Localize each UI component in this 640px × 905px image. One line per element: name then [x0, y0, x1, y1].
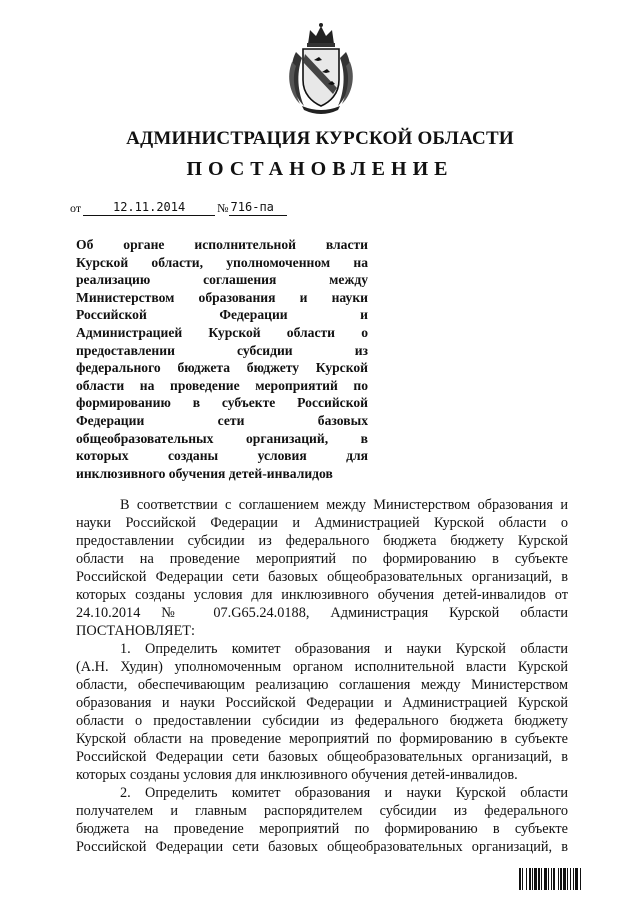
document-number: 716-па — [229, 200, 287, 216]
body-line: Российской Федерации сети базовых общеобразовательных организаций, в — [76, 749, 568, 765]
subject-line: инклюзивного обучения детей-инвалидов — [76, 465, 333, 481]
subject-line: Министерством образования и науки — [76, 289, 368, 305]
subject-line: Администрацией Курской области о — [76, 324, 368, 340]
document-date: 12.11.2014 — [83, 200, 215, 216]
barcode-icon — [518, 868, 620, 890]
body-line: Российской Федерации сети базовых общеобразовательных организаций, в — [76, 569, 568, 585]
body-line: предоставлении субсидии из федерального бюджета бюджету Курской — [76, 533, 568, 549]
date-number-line — [70, 200, 287, 216]
body-line: образования и науки Российской Федерации и Администрацией Курской — [76, 695, 568, 711]
subject-line: федерального бюджета бюджету Курской — [76, 360, 368, 376]
subject-line: общеобразовательных организаций, в — [76, 430, 368, 446]
subject-line: Курской области, уполномоченном на — [76, 254, 368, 270]
body-line: области о предоставлении субсидии из федерального бюджета бюджету — [76, 713, 568, 729]
body-line: 24.10.2014 № 07.G65.24.0188, Администрация Курской области — [76, 605, 568, 621]
coat-of-arms-icon — [286, 22, 356, 114]
body-line: (А.Н. Худин) уполномоченным органом исполнительной власти Курской — [76, 659, 568, 675]
subject-line: которых созданы условия для — [76, 448, 368, 464]
document-body — [76, 496, 568, 856]
subject-line: реализацию соглашения между — [76, 272, 368, 288]
body-line: 2. Определить комитет образования и науки Курской области — [120, 785, 568, 801]
body-line: В соответствии с соглашением между Министерством образования и — [120, 497, 568, 513]
subject-line: формированию в субъекте Российской — [76, 395, 368, 411]
body-line: Курской области на проведение мероприятий по формированию в субъекте — [76, 731, 568, 747]
body-line: которых созданы условия для инклюзивного обучения детей-инвалидов от — [76, 587, 568, 603]
subject-line: предоставлении субсидии из — [76, 342, 368, 358]
body-line: области, обеспечивающим реализацию соглашения между Министерством — [76, 677, 568, 693]
organization-title: АДМИНИСТРАЦИЯ КУРСКОЙ ОБЛАСТИ — [126, 128, 514, 149]
number-label: № — [217, 201, 229, 215]
body-line: которых созданы условия для инклюзивного обучения детей-инвалидов. — [76, 767, 518, 783]
body-line: получателем и главным распорядителем субсидии из федерального — [76, 803, 568, 819]
body-line: ПОСТАНОВЛЯЕТ: — [76, 623, 196, 639]
date-prefix: от — [70, 201, 82, 215]
body-line: области на проведение мероприятий по формированию в субъекте — [76, 551, 568, 567]
subject-line: Федерации сети базовых — [76, 412, 368, 428]
body-line: Российской Федерации сети базовых общеобразовательных организаций, в — [76, 839, 568, 855]
document-subject — [76, 236, 368, 482]
body-line: 1. Определить комитет образования и науки Курской области — [120, 641, 568, 657]
body-line: науки Российской Федерации и Администрацией Курской области о — [76, 515, 568, 531]
document-type-title: ПОСТАНОВЛЕНИЕ — [186, 158, 454, 180]
subject-line: Российской Федерации и — [76, 307, 368, 323]
subject-line: области на проведение мероприятий по — [76, 377, 368, 393]
body-line: бюджета на проведение мероприятий по формированию в субъекте — [76, 821, 568, 837]
subject-line: Об органе исполнительной власти — [76, 237, 368, 252]
